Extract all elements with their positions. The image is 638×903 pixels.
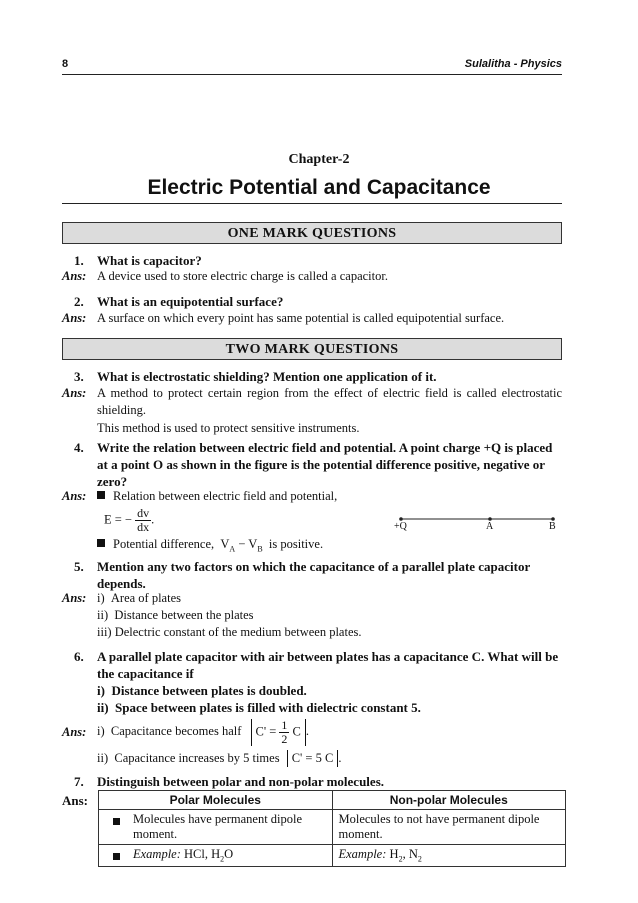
table-cell	[332, 845, 566, 867]
question-text: What is an equipotential surface?	[97, 294, 284, 309]
bullet-icon	[113, 853, 120, 860]
table-cell	[99, 845, 333, 867]
bullet-icon	[97, 491, 105, 499]
answer-text-2: This method is used to protect sensitive instruments.	[97, 421, 360, 435]
answer-label: Ans:	[62, 269, 87, 283]
answer-3	[62, 385, 562, 437]
answer-item: ii) Distance between the plates	[97, 608, 254, 622]
question-4	[62, 439, 562, 490]
question-5	[62, 558, 562, 592]
chapter-label: Chapter-2	[288, 152, 350, 167]
answer-item: iii) Delectric constant of the medium between plates.	[97, 625, 362, 639]
question-text: What is electrostatic shielding? Mention one application of it.	[97, 369, 437, 384]
question-sub-1: i) Distance between plates is doubled.	[97, 683, 307, 698]
comparison-table	[98, 790, 566, 867]
cell-text: O	[224, 847, 234, 861]
header-divider	[62, 74, 562, 75]
charge-figure	[394, 515, 556, 535]
answer-6	[62, 716, 562, 767]
answer-line-2	[97, 536, 562, 558]
question-sub-2: ii) Space between plates is filled with dielectric constant 5.	[97, 700, 421, 715]
subscript: 2	[220, 854, 225, 864]
minus-sign: −	[238, 537, 246, 551]
answer-text: A surface on which every point has same potential is called equipotential surface.	[97, 311, 505, 325]
subscript-b: B	[257, 544, 263, 554]
label-point-a: A	[486, 521, 494, 532]
label-charge-q: +Q	[394, 521, 407, 532]
question-7	[62, 773, 562, 790]
question-text: A parallel plate capacitor with air between plates has a capacitance C. What will be the capacitance if	[97, 649, 559, 681]
cell-text: Molecules to not have permanent dipole moment.	[338, 812, 540, 841]
table-cell	[99, 810, 333, 845]
cell-text: , N	[402, 847, 418, 861]
answer-1	[62, 268, 562, 285]
column-header: Non-polar Molecules	[332, 791, 566, 810]
cell-text: HCl, H	[184, 847, 221, 861]
answer-label: Ans:	[62, 591, 87, 605]
answer-7-label: Ans:	[62, 793, 89, 808]
equation-five-c: C' = 5 C	[287, 750, 339, 767]
question-number: 4.	[74, 440, 84, 455]
question-number: 5.	[74, 559, 84, 574]
answer-label: Ans:	[62, 725, 87, 739]
section-one-mark: ONE MARK QUESTIONS	[62, 222, 562, 244]
figure-line	[398, 515, 556, 535]
table-cell	[332, 810, 566, 845]
equation-lhs: E = −	[104, 512, 132, 527]
question-text: What is capacitor?	[97, 253, 202, 268]
question-number: 7.	[74, 774, 84, 789]
answer-text: i) Capacitance becomes half	[97, 724, 242, 738]
label-point-b: B	[549, 521, 556, 532]
equation-half	[251, 719, 306, 746]
question-3	[62, 368, 562, 385]
answer-text: A method to protect certain region from the effect of electric field is called electrostatic shielding.	[97, 386, 562, 417]
equation-lhs: C' =	[255, 724, 277, 738]
answer-label: Ans:	[62, 489, 87, 503]
cell-text: Molecules have permanent dipole moment.	[133, 812, 303, 841]
answer-text: Relation between electric field and potential,	[113, 489, 338, 503]
subscript: 2	[417, 854, 422, 864]
symbol-v: V	[248, 537, 258, 551]
table-row	[99, 810, 566, 845]
chapter-title: Electric Potential and Capacitance	[147, 176, 491, 199]
fraction-denominator: 2	[281, 731, 288, 746]
example-label: Example:	[133, 847, 181, 861]
question-number: 3.	[74, 369, 84, 384]
subscript-a: A	[229, 544, 236, 554]
fraction-denominator: dx	[137, 520, 150, 534]
answer-2	[62, 310, 562, 327]
table-header-row	[99, 791, 566, 810]
answer-text: ii) Capacitance increases by 5 times	[97, 751, 280, 765]
section-two-mark: TWO MARK QUESTIONS	[62, 338, 562, 360]
question-text: Distinguish between polar and non-polar molecules.	[97, 774, 385, 789]
fraction-numerator: 1	[281, 717, 288, 732]
answer-line-1	[97, 488, 562, 505]
question-1	[62, 252, 562, 269]
question-number: 2.	[74, 294, 84, 309]
equation-e-dv-dx: E = − $\frac{dv}{dx}$ .	[104, 506, 155, 534]
bullet-icon	[97, 539, 105, 547]
page-number: 8	[62, 58, 69, 70]
symbol-v: V	[220, 537, 230, 551]
example-label: Example:	[338, 847, 387, 861]
answer-item: i) Area of plates	[97, 591, 181, 605]
equation-rhs: C	[292, 724, 301, 738]
title-divider	[62, 203, 562, 204]
question-number: 1.	[74, 253, 84, 268]
question-text: Mention any two factors on which the capacitance of a parallel plate capacitor depends.	[97, 559, 531, 591]
book-title: Sulalitha - Physics	[464, 58, 562, 70]
question-number: 6.	[74, 649, 84, 664]
table-row	[99, 845, 566, 867]
answer-text: Potential difference,	[113, 537, 215, 551]
answer-label: Ans:	[62, 386, 87, 400]
answer-line-1: i) Capacitance becomes half C' = $\frac{1}{2}$ C .	[97, 717, 309, 746]
cell-text: H	[389, 847, 399, 861]
fraction	[279, 719, 289, 746]
answer-5	[62, 590, 562, 641]
question-text: Write the relation between electric field and potential. A point charge +Q is placed at a point O as shown in the figure is the potential difference positive, negative or zero?	[97, 440, 553, 489]
answer-text: is positive.	[268, 537, 324, 551]
question-6	[62, 648, 562, 716]
answer-line-2: ii) Capacitance increases by 5 times C' = 5 C .	[97, 751, 342, 765]
answer-text: A device used to store electric charge is called a capacitor.	[97, 269, 388, 283]
answer-label: Ans:	[62, 311, 87, 325]
column-header: Polar Molecules	[99, 791, 333, 810]
fraction-numerator: dv	[137, 506, 150, 520]
bullet-icon	[113, 818, 120, 825]
question-2	[62, 293, 562, 310]
subscript: 2	[398, 854, 403, 864]
fraction	[135, 507, 151, 534]
